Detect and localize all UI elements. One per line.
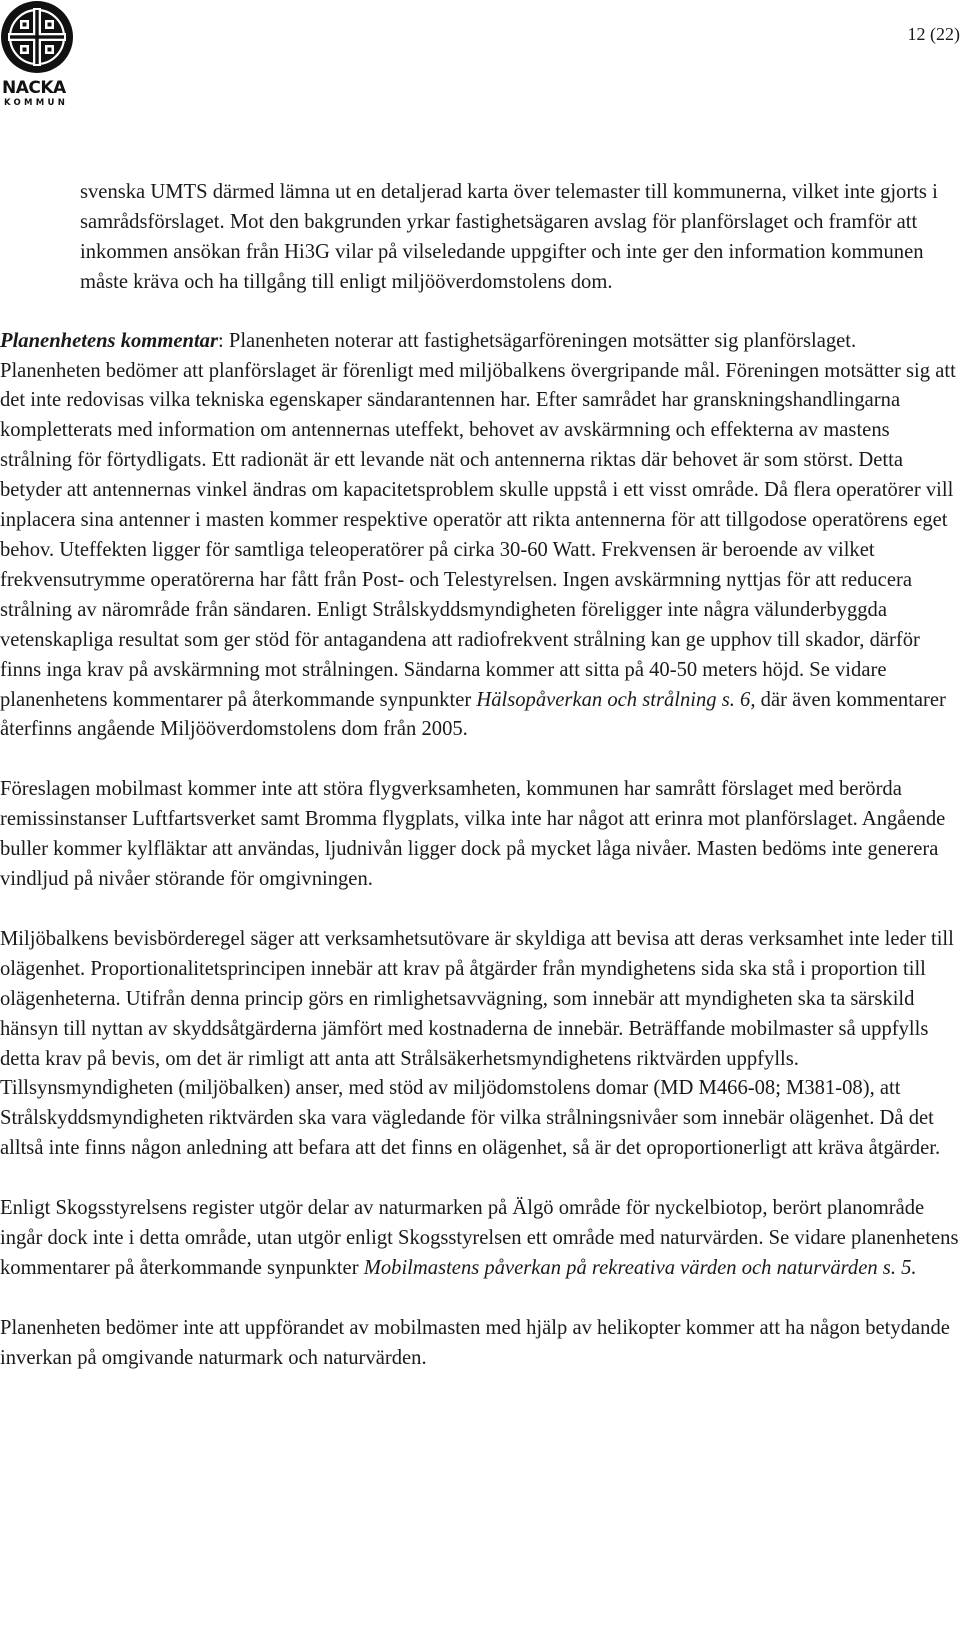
logo-subtitle: KOMMUN bbox=[4, 98, 69, 108]
logo-name: NACKA bbox=[2, 78, 66, 98]
paragraph-flygverksamhet: Föreslagen mobilmast kommer inte att störa flygverksamheten, kommunen har samrått förslaget med berörda remissinstanser Luftfartsverket samt Bromma flygplats, vilka inte har något att erinra mot planförslaget. Angående buller kommer kylfläktar att användas, ljudnivån ligger dock på mycket låga nivåer. Masten bedöms inte generera vindljud på nivåer störande för omgivningen. bbox=[0, 778, 946, 891]
paragraph-text: Planenheten noterar att fastighetsägarföreningen motsätter sig planförslaget. Planenheten bedömer att planförslaget är förenligt med miljöbalkens övergripande mål. Föreningen motsätter sig att det inte redovisas vilka tekniska egenskaper sändarantennen har. Efter samrådet har granskningshandlingarna kompletterats med information om antennernas uteffekt, behovet av avskärmning och effekterna av mastens strålning för förtydligats. Ett radionät är ett levande nät och antennerna riktas där behovet är som störst. Detta betyder att antennernas vinkel ändras om kapacitetsproblem skulle uppstå i ett visst område. Då flera operatörer vill inplacera sina antenner i masten kommer respektive operatör att rikta antennerna för att tillgodose operatörens eget behov. Uteffekten ligger för samtliga teleoperatörer på cirka 30-60 Watt. Frekvensen är beroende av vilket frekvensutrymme operatörerna har fått från Post- och Telestyrelsen. Ingen avskärmning nyttjas för att reducera strålning av närområde från sändaren. Enligt Strålskyddsmyndigheten föreligger inte några välunderbyggda vetenskapliga resultat som ger stöd för antagandena att radiofrekvent strålning kan ge upphov till skador, därför finns inga krav på avskärmning mot strålningen. Sändarna kommer att sitta på 40-50 meters höjd. Se vidare planenhetens kommentarer på återkommande synpunkter bbox=[0, 329, 956, 711]
municipal-emblem-icon bbox=[0, 0, 74, 74]
document-body bbox=[0, 178, 960, 1404]
paragraph-helikopter: Planenheten bedömer inte att uppförandet av mobilmasten med hjälp av helikopter kommer att ha någon betydande inverkan på omgivande naturmark och naturvärden. bbox=[0, 1316, 950, 1369]
section-heading: Planenhetens kommentar bbox=[0, 329, 218, 352]
paragraph-skogsstyrelsen bbox=[0, 1194, 960, 1284]
reference-italic: Mobilmastens påverkan på rekreativa värden och naturvärden s. 5. bbox=[363, 1257, 917, 1279]
paragraph-planenhetens-kommentar bbox=[0, 327, 960, 746]
nacka-kommun-logo bbox=[0, 0, 80, 112]
paragraph-text: Enligt Skogsstyrelsens register utgör delar av naturmarken på Älgö område för nyckelbiotop, berört planområde ingår dock inte i detta område, utan utgör enligt Skogsstyrelsen ett område med naturvärden. Se vidare planenhetens kommentarer på återkommande synpunkter bbox=[0, 1197, 959, 1279]
paragraph-continuation: svenska UMTS därmed lämna ut en detaljerad karta över telemaster till kommunerna, vilket inte gjorts i samrådsförslaget. Mot den bakgrunden yrkar fastighetsägaren avslag för planförslaget och framför att inkommen ansökan från Hi3G vilar på vilseledande uppgifter och inte ger den information kommunen måste kräva och ha tillgång till enligt miljööverdomstolens dom. bbox=[80, 181, 938, 293]
page-number: 12 (22) bbox=[907, 24, 960, 44]
reference-italic: Hälsopåverkan och strålning s. 6, bbox=[476, 688, 756, 711]
heading-colon: : bbox=[217, 329, 224, 352]
paragraph-text: där även kommentarer återfinns angående Miljööverdomstolens dom från 2005. bbox=[0, 688, 946, 741]
paragraph-bevisborderegel: Miljöbalkens bevisbörderegel säger att verksamhetsutövare är skyldiga att bevisa att deras verksamhet inte leder till olägenhet. Proportionalitetsprincipen innebär att krav på åtgärder från myndighetens sida ska stå i proportion till olägenheterna. Utifrån denna princip görs en rimlighetsavvägning, som innebär att myndigheten ska ta särskild hänsyn till nyttan av skyddsåtgärderna jämfört med kostnaderna de innebär. Beträffande mobilmaster så uppfylls detta krav på bevis, om det är rimligt att anta att Strålsäkerhetsmyndighetens riktvärden uppfylls. Tillsynsmyndigheten (miljöbalken) anser, med stöd av miljödomstolens domar (MD M466-08; M381-08), att Strålskyddsmyndigheten riktvärden ska vara vägledande för vilka strålningsnivåer som innebär olägenhet. Då det alltså inte finns någon anledning att befara att det finns en olägenhet, så är det oproportionerligt att kräva åtgärder. bbox=[0, 927, 954, 1160]
